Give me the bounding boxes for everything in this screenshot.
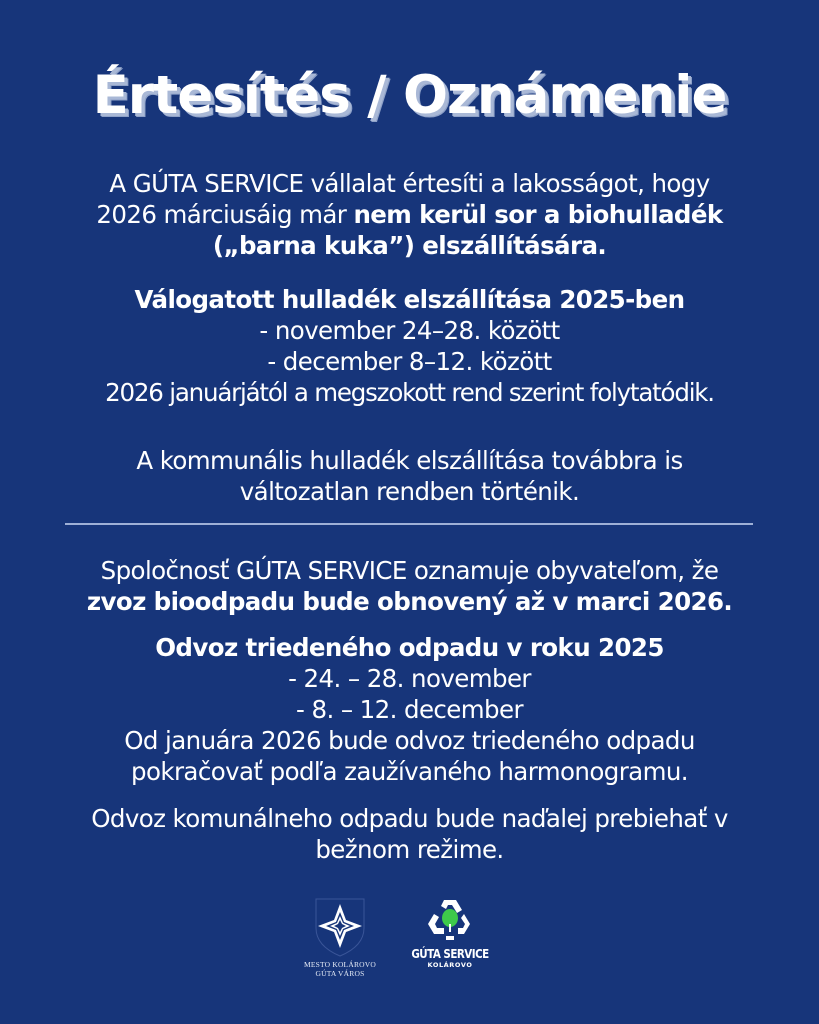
city-name-sk: MESTO KOLÁROVO <box>303 960 377 969</box>
sk-communal <box>40 803 779 865</box>
hu-sorted-note: 2026 januárjától a megszokott rend szerint folytatódik. <box>105 378 714 407</box>
hu-intro-line3: („barna kuka”) elszállítására. <box>212 231 607 260</box>
logos-row <box>0 896 819 986</box>
hu-intro-line1: A GÚTA SERVICE vállalat értesíti a lakosságot, hogy <box>109 169 710 198</box>
city-logo <box>300 896 380 986</box>
company-name: GÚTA SERVICE <box>411 947 489 961</box>
sk-intro-line2: zvoz bioodpadu bude obnovený až v marci 2026. <box>86 587 733 616</box>
guta-service-logo <box>405 896 495 986</box>
recycling-tree-icon <box>424 896 476 944</box>
sk-sorted-heading: Odvoz triedeného odpadu v roku 2025 <box>155 633 664 662</box>
hu-intro-line2-normal: 2026 márciusáig már <box>96 200 354 229</box>
sk-sorted-note-line2: pokračovať podľa zaužívaného harmonogramu. <box>131 757 688 786</box>
hu-sorted-date-2: - december 8–12. között <box>267 347 552 376</box>
hu-communal <box>40 445 779 507</box>
hu-sorted-waste <box>40 284 779 408</box>
hu-communal-line2: változatlan rendben történik. <box>239 477 580 506</box>
sk-sorted-date-1: - 24. – 28. november <box>288 664 531 693</box>
hu-intro-line2-bold: nem kerül sor a biohulladék <box>353 200 723 229</box>
hu-sorted-heading: Válogatott hulladék elszállítása 2025-ben <box>134 285 685 314</box>
city-name-hu: GÚTA VÁROS <box>315 969 365 978</box>
sk-communal-line1: Odvoz komunálneho odpadu bude naďalej prebiehať v <box>91 804 728 833</box>
city-coat-of-arms-icon <box>310 896 370 958</box>
hu-intro <box>40 168 779 261</box>
sk-communal-line2: bežnom režime. <box>315 835 504 864</box>
sk-intro-line1: Spoločnosť GÚTA SERVICE oznamuje obyvateľom, že <box>100 556 719 585</box>
hu-intro-line2 <box>40 199 779 230</box>
company-location: KOLÁROVO <box>427 961 473 969</box>
page-title: Értesítés / Oznámenie <box>92 65 727 126</box>
sk-sorted-date-2: - 8. – 12. december <box>296 695 523 724</box>
sk-intro <box>40 555 779 617</box>
sk-sorted-waste <box>40 632 779 787</box>
hu-communal-line1: A kommunális hulladék elszállítása továbbra is <box>136 446 683 475</box>
language-divider <box>65 523 753 525</box>
sk-sorted-note-line1: Od januára 2026 bude odvoz triedeného odpadu <box>124 726 695 755</box>
hu-sorted-date-1: - november 24–28. között <box>259 316 560 345</box>
city-logo-caption <box>300 960 380 978</box>
